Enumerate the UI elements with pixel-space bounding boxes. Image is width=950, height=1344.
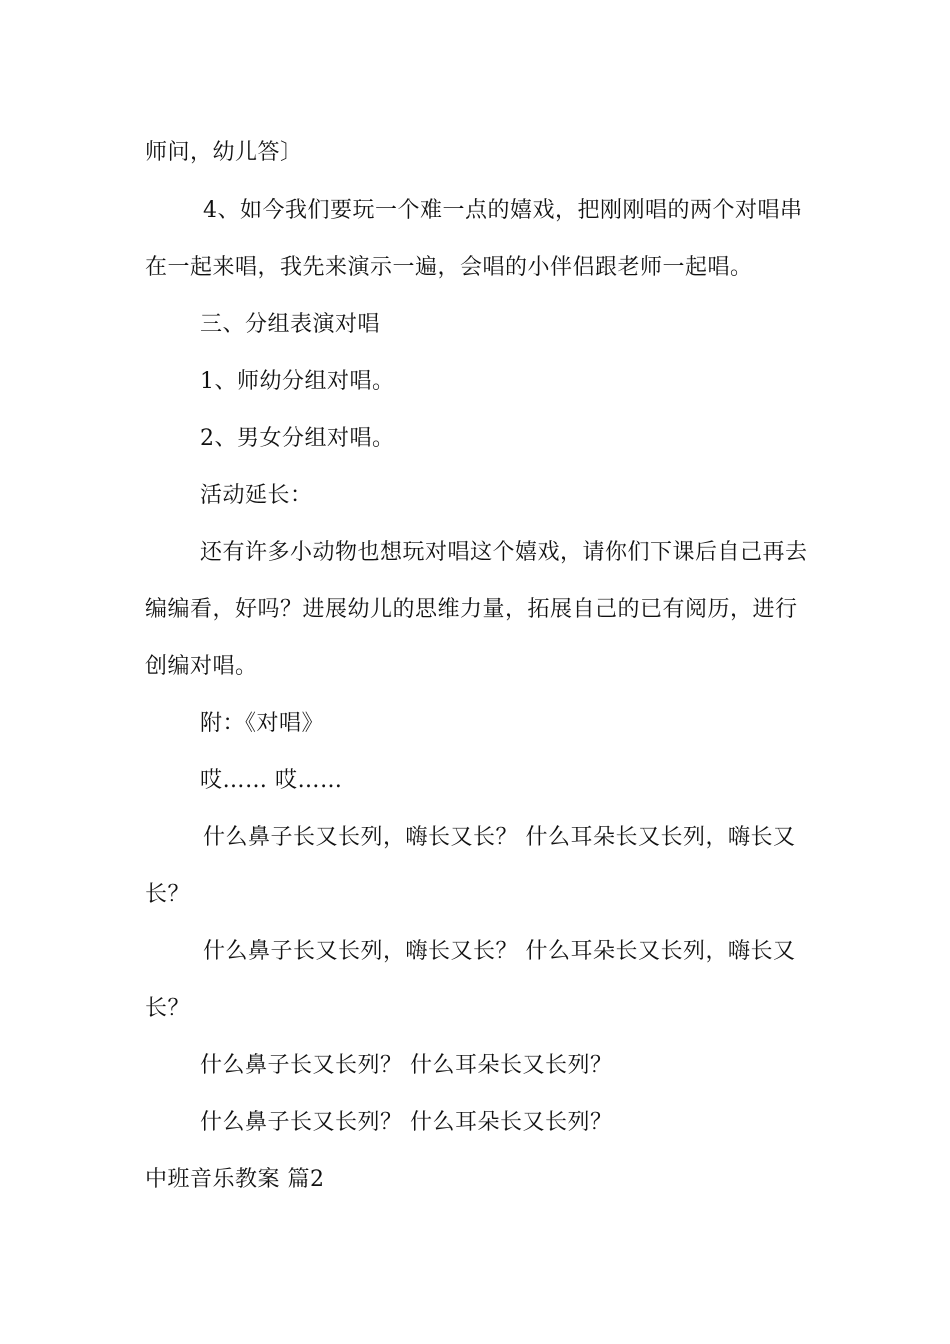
lyric-line: 长？ xyxy=(145,996,191,1021)
text-line: 1、师幼分组对唱。 xyxy=(200,369,395,394)
section-heading: 三、分组表演对唱 xyxy=(200,312,381,337)
lyric-line: 什么鼻子长又长列，嗨长又长？ 什么耳朵长又长列，嗨长又 xyxy=(203,939,796,964)
lyric-line: 哎…… 哎…… xyxy=(200,768,343,793)
text-line: 2、男女分组对唱。 xyxy=(200,426,395,451)
text-line: 4、如今我们要玩一个难一点的嬉戏，把刚刚唱的两个对唱串 xyxy=(203,198,803,223)
lyric-line: 什么鼻子长又长列？ 什么耳朵长又长列？ xyxy=(200,1053,613,1078)
text-line: 师问，幼儿答〕 xyxy=(145,140,303,165)
lyric-line: 长？ xyxy=(145,882,191,907)
section-heading: 活动延长： xyxy=(200,483,313,508)
lyric-line: 什么鼻子长又长列？ 什么耳朵长又长列？ xyxy=(200,1110,613,1135)
text-line: 在一起来唱，我先来演示一遍，会唱的小伴侣跟老师一起唱。 xyxy=(145,255,753,280)
text-line: 编编看，好吗？进展幼儿的思维力量，拓展自己的已有阅历，进行 xyxy=(145,597,798,622)
text-line: 还有许多小动物也想玩对唱这个嬉戏，请你们下课后自己再去 xyxy=(200,540,808,565)
lyric-line: 什么鼻子长又长列，嗨长又长？ 什么耳朵长又长列，嗨长又 xyxy=(203,825,796,850)
document-title: 中班音乐教案 篇2 xyxy=(145,1167,325,1192)
text-line: 创编对唱。 xyxy=(145,654,258,679)
text-line: 附：《对唱》 xyxy=(200,711,325,736)
